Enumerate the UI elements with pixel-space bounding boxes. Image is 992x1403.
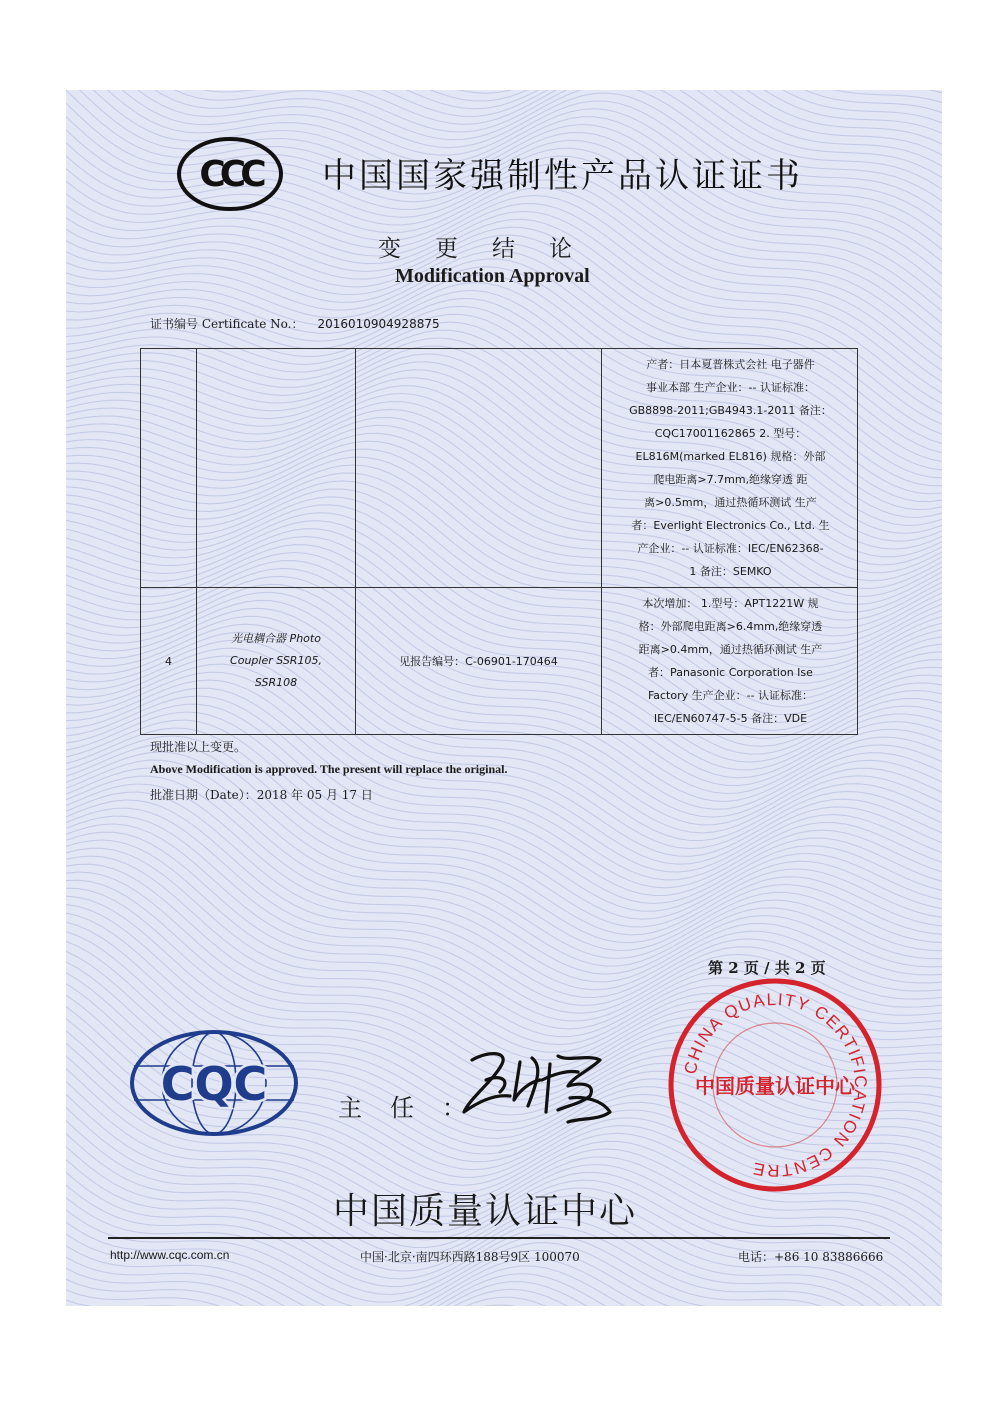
cqc-logo-text: CQC xyxy=(160,1057,268,1111)
ccc-logo xyxy=(176,136,284,212)
modification-detail xyxy=(602,588,858,735)
table-row xyxy=(141,349,858,588)
table-row xyxy=(141,588,858,735)
detail-line: 产者：日本夏普株式会社 电子器件 xyxy=(646,358,815,371)
product-name xyxy=(197,588,356,735)
detail-line: IEC/EN60747-5-5 备注：VDE xyxy=(653,712,808,725)
footer-divider xyxy=(108,1237,890,1239)
ccc-logo-text: CCC xyxy=(199,154,261,195)
report-number: 见报告编号：C-06901-170464 xyxy=(356,588,602,735)
row-number xyxy=(141,349,197,588)
detail-line: 产企业：-- 认证标准：IEC/EN62368- xyxy=(637,542,824,555)
guilloche-line xyxy=(66,784,942,982)
detail-line: GB8898-2011;GB4943.1-2011 备注： xyxy=(629,404,832,417)
detail-line: 者：Everlight Electronics Co., Ltd. 生 xyxy=(631,519,830,532)
certificate-number-label: 证书编号 Certificate No.： xyxy=(150,317,304,331)
centre-name: 中国质量认证中心 xyxy=(333,1191,638,1232)
detail-line: 离>0.5mm，通过热循环测试 生产 xyxy=(644,496,817,509)
modification-title-cn: 变更结论 xyxy=(378,236,606,262)
approval-date-label: 批准日期（Date）： xyxy=(150,788,257,802)
certificate-number: 2016010904928875 xyxy=(317,317,440,331)
guilloche-line xyxy=(66,90,942,133)
guilloche-line xyxy=(66,90,942,123)
footer-phone: 电话：+86 10 83886666 xyxy=(738,1250,884,1264)
detail-line: Factory 生产企业：-- 认证标准： xyxy=(647,689,814,702)
seal-outer-text: CHINA QUALITY CERTIFICATION CENTRE xyxy=(680,989,871,1181)
director-signature xyxy=(450,1040,630,1130)
cqc-logo xyxy=(128,1028,300,1138)
modification-title-en: Modification Approval xyxy=(395,265,590,287)
product-name-line: SSR108 xyxy=(254,676,298,689)
detail-line: CQC17001162865 2. 型号： xyxy=(654,427,807,440)
footer-address: 中国·北京·南四环西路188号9区 100070 xyxy=(360,1250,580,1264)
guilloche-line xyxy=(66,776,942,974)
detail-line: 者：Panasonic Corporation Ise xyxy=(648,666,813,679)
certificate-number-line xyxy=(150,315,440,332)
approval-text-en: Above Modification is approved. The present will replace the original. xyxy=(150,762,508,776)
guilloche-line xyxy=(66,90,942,113)
product-name-line: Coupler SSR105, xyxy=(230,654,322,667)
seal-inner-text: 中国质量认证中心 xyxy=(695,1074,855,1098)
report-number xyxy=(356,349,602,588)
product-name xyxy=(197,349,356,588)
footer-url: http://www.cqc.com.cn xyxy=(110,1248,230,1262)
modification-detail xyxy=(602,349,858,588)
detail-line: 本次增加： 1.型号：APT1221W 规 xyxy=(642,597,819,610)
detail-line: 爬电距离>7.7mm,绝缘穿透 距 xyxy=(653,473,808,486)
director-label: 主任： xyxy=(338,1094,494,1122)
row-number: 4 xyxy=(141,588,197,735)
certification-seal xyxy=(665,975,885,1195)
page-number: 第 2 页 / 共 2 页 xyxy=(708,959,826,977)
detail-line: 格：外部爬电距离>6.4mm,绝缘穿透 xyxy=(638,620,823,633)
approval-date-line xyxy=(150,786,373,803)
detail-line: 事业本部 生产企业：-- 认证标准： xyxy=(646,381,815,394)
detail-line: 距离>0.4mm，通过热循环测试 生产 xyxy=(638,643,823,656)
approval-text-cn: 现批准以上变更。 xyxy=(150,740,247,754)
approval-date: 2018 年 05 月 17 日 xyxy=(256,788,373,802)
product-name-line: 光电耦合器 Photo xyxy=(231,632,321,645)
guilloche-line xyxy=(66,1279,942,1306)
detail-line: 1 备注：SEMKO xyxy=(689,565,772,578)
certificate-title: 中国国家强制性产品认证证书 xyxy=(322,156,803,196)
modification-table xyxy=(140,348,858,735)
detail-line: EL816M(marked EL816) 规格：外部 xyxy=(635,450,826,463)
